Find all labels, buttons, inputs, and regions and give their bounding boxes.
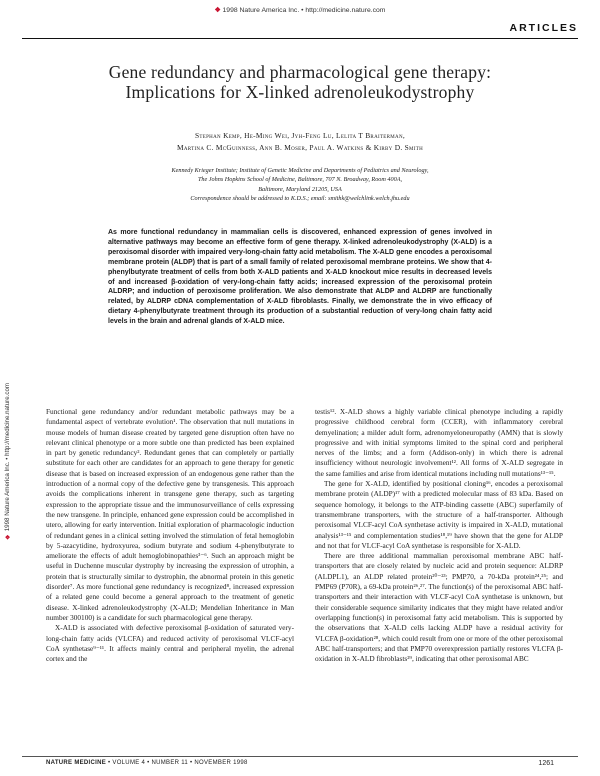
body-paragraph: There are three additional mammalian peroxisomal membrane ABC half-transporters that are closely related by nucleic acid and protein sequence: ALDRP (ALDPL1), an ALDP related protein²⁰⁻²³; PMP70, a 70-kDa protein²⁴,²⁵; and PMP69 (P70R), a 69-kDa protein²⁶,²⁷. The function(s) of the peroxisomal ABC half-transporters and their interaction with VLCF-acyl CoA synthetase is unknown, but their considerable sequence similarity indicates that they might have related and/or overlapping function(s) in peroxisomal fatty acid metabolism. This is supported by the observations that X-ALD cells lacking ALDP have a residual activity for VLCFA β-oxidation²⁸, which could result from one or more of the other peroxisomal ABC half-transporters; and that PMP70 overexpression partially restores VLCFA β-oxidation in X-ALD fibroblasts²⁹, indicating that other peroxisomal ABC xyxy=(315,551,563,664)
npg-logo-icon: ❖ xyxy=(4,533,11,540)
authors-line-1: Stephan Kemp, He-Ming Wei, Jyh-Feng Lu, Lelita T Braiterman, xyxy=(194,131,405,140)
body-paragraph: The gene for X-ALD, identified by positional cloning¹⁶, encodes a peroxisomal membrane protein (ALDP)¹⁷ with a predicted molecular mass of 83 kDa. Based on sequence homology, it belongs to the ATP-binding cassette (ABC) superfamily of transmembrane transporters, with the structure of a half-transporter. Although peroxisomal VLCF-acyl CoA synthetase activity is impaired in X-ALD, mutational analysis¹³⁻¹⁵ and complementation studies¹⁸,¹⁹ have shown that the gene for ALDP and not that for VLCF-acyl CoA synthetase is responsible for X-ALD. xyxy=(315,479,563,550)
affiliation xyxy=(70,166,530,204)
correspondence: Correspondence should be addressed to K.D.S.; email: smithk@welchlink.welch.jhu.edu xyxy=(190,195,410,203)
journal-issue: • VOLUME 4 • NUMBER 11 • NOVEMBER 1998 xyxy=(108,760,248,766)
body-paragraph: X-ALD is associated with defective peroxisomal β-oxidation of saturated very-long-chain fatty acids (VLCFA) and reduced activity of peroxisomal VLCF-acyl CoA synthetase⁹⁻¹¹. It affects mainly central and peripheral myelin, the adrenal cortex and the xyxy=(46,623,294,664)
article-title xyxy=(40,62,560,102)
affiliation-line-2: The Johns Hopkins School of Medicine, Baltimore, 707 N. Broadway, Room 400A, xyxy=(197,176,403,184)
footer-journal-info xyxy=(46,760,248,766)
copyright-text: 1998 Nature America Inc. • http://medicine.nature.com xyxy=(222,7,386,14)
affiliation-line-1: Kennedy Krieger Institute; Institute of Genetic Medicine and Departments of Pediatrics and Neurology, xyxy=(171,167,429,174)
body-paragraph: testis¹². X-ALD shows a highly variable clinical phenotype including a rapidly progressive childhood cerebral form (CCER), with inflammatory cerebral demyelination; a milder adult form, adrenomyeloneuropathy (AMN) that is slowly progressive and with initial symptoms limited to the spinal cord and peripheral nerves of the limbs; and a form (Addison-only) in which there is adrenal insufficiency without neurologic involvement¹². All forms of X-ALD segregate in the same families and arise from identical mutations including null mutations¹³⁻¹⁵. xyxy=(315,407,563,478)
npg-logo-icon: ❖ xyxy=(214,7,221,14)
author-list xyxy=(60,130,540,154)
sidebar-copyright-stamp xyxy=(4,320,14,540)
sidebar-stamp-text: 1998 Nature America Inc. • http://medicine.nature.com xyxy=(4,382,11,532)
body-column-right xyxy=(315,407,563,664)
affiliation-line-3: Baltimore, Maryland 21205, USA xyxy=(258,185,342,193)
header-rule xyxy=(22,38,578,39)
body-paragraph: Functional gene redundancy and/or redundant metabolic pathways may be a fundamental aspect of vertebrate evolution¹. The observation that null mutations in mouse models of human disease created by targeted gene disruption often have no relevant clinical phenotype or a more subtle one than predicted has been explained in part by genetic redundancy². Redundant genes that can completely or partially substitute for each other are candidates for an approach to gene therapy for genetic disease that is based on increased expression of an endogenous gene rather than the introduction of a normal copy of the defective gene by transgenesis. This approach avoids the complications inherent in transgene gene therapy, such as targeting expression to the appropriate tissue and the immunosurveillance of cells expressing the new transgene. In principle, enhanced gene expression could be accomplished in utero, allowing for early intervention. Initial exploration of pharmacologic induction of redundant genes in a clinical setting involved the stimulation of fetal hemoglobin by 5-azacytidine, hydroxyurea, sodium butyrate and sodium 4-phenylbutyrate to ameliorate the effects of adult hemoglobinopathies³⁻⁶. Such an approach might be useful in Duchenne muscular dystrophy by increasing the expression of utrophin, a protein that is structurally similar to dystrophin, the abnormal protein in this genetic disorder⁷. As more functional gene redundancy is recognized⁸, increased expression of a related gene could become a general approach to the treatment of genetic disease. X-linked adrenoleukodystrophy (X-ALD; Mendelian Inheritance in Man number 300100) is a candidate for such pharmacological gene therapy. xyxy=(46,407,294,622)
authors-line-2: Martina C. McGuinness, Ann B. Moser, Paul A. Watkins & Kirby D. Smith xyxy=(176,143,424,152)
abstract: As more functional redundancy in mammalian cells is discovered, enhanced expression of genes involved in alternative pathways may become an effective form of gene therapy. X-linked adrenoleukodystrophy (X-ALD) is a peroxisomal disorder with impaired very-long-chain fatty acid metabolism. The X-ALD gene encodes a peroxisomal membrane protein (ALDP) that is part of a small family of related peroxisomal membrane proteins. We show that 4-phenylbutyrate treatment of cells from both X-ALD patients and X-ALD knockout mice results in decreased levels of and increased β-oxidation of very-long-chain fatty acids; increased expression of the peroxisomal protein ALDRP; and induction of peroxisome proliferation. We also demonstrate that ALDP and ALDRP are functionally related, by ALDRP cDNA complementation of X-ALD fibroblasts. Finally, we demonstrate the in vivo efficacy of dietary 4-phenylbutyrate treatment through its production of a substantial reduction of very-long chain fatty acid levels in the brain and adrenal glands of X-ALD mice. xyxy=(108,229,492,326)
title-line-1: Gene redundancy and pharmacological gene therapy: xyxy=(108,62,492,82)
title-line-2: Implications for X-linked adrenoleukodystrophy xyxy=(125,82,475,102)
footer-rule xyxy=(22,756,578,757)
section-label: ARTICLES xyxy=(509,22,578,34)
journal-name: NATURE MEDICINE xyxy=(46,760,107,766)
copyright-banner xyxy=(0,6,600,14)
page-number: 1261 xyxy=(538,760,554,767)
body-column-left xyxy=(46,407,294,664)
